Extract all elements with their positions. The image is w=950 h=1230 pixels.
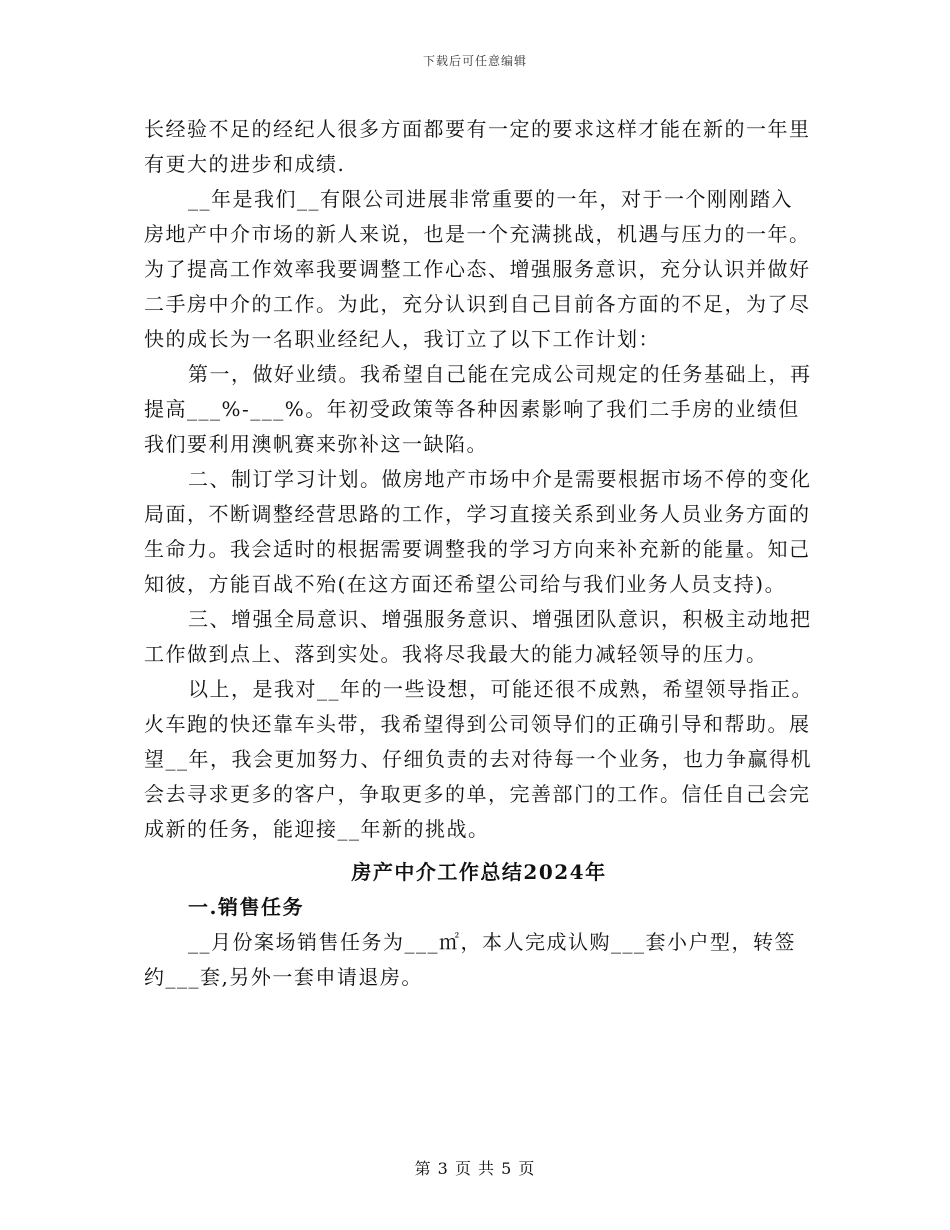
paragraph-conclusion: 以上，是我对__年的一些设想，可能还很不成熟，希望领导指正。火车跑的快还靠车头带，我希望得到公司领导们的正确引导和帮助。展望__年，我会更加努力、仔细负责的去对待每一个业务，也力争赢得机会去寻求更多的客户，争取更多的单，完善部门的工作。信任自己会完成新的任务，能迎接__年新的挑战。 [144,677,813,841]
page-footer: 第 3 页 共 5 页 [414,1159,536,1178]
paragraph-plan-2: 二、制订学习计划。做房地产市场中介是需要根据市场不停的变化局面，不断调整经营思路的工作，学习直接关系到业务人员业务方面的生命力。我会适时的根据需要调整我的学习方向来补充新的能量。知己知彼，方能百战不殆(在这方面还希望公司给与我们业务人员支持)。 [144,467,812,596]
document-body [144,112,814,995]
document-title: 房产中介工作总结2024年 [351,860,607,884]
section-heading: 一.销售任务 [188,895,304,919]
paragraph-plan-1: 第一，做好业绩。我希望自己能在完成公司规定的任务基础上，再提高___%-___%。年初受政策等各种因素影响了我们二手房的业绩但我们要利用澳帆赛来弥补这一缺陷。 [144,362,812,456]
page-header: 下载后可任意编辑 [422,54,527,68]
paragraph-intro: __年是我们__有限公司进展非常重要的一年，对于一个刚刚踏入房地产中介市场的新人来说，也是一个充满挑战，机遇与压力的一年。为了提高工作效率我要调整工作心态、增强服务意识，充分认识并做好二手房中介的工作。为此，充分认识到自己目前各方面的不足，为了尽快的成长为一名职业经纪人，我订立了以下工作计划： [144,187,811,351]
paragraph-sales-task: __月份案场销售任务为___㎡，本人完成认购___套小户型，转签约___套,另外一套申请退房。 [144,930,796,989]
paragraph-continuation: 长经验不足的经纪人很多方面都要有一定的要求这样才能在新的一年里有更大的进步和成绩. [144,117,811,176]
paragraph-plan-3: 三、增强全局意识、增强服务意识、增强团队意识，积极主动地把工作做到点上、落到实处。我将尽我最大的能力减轻领导的压力。 [144,607,812,666]
